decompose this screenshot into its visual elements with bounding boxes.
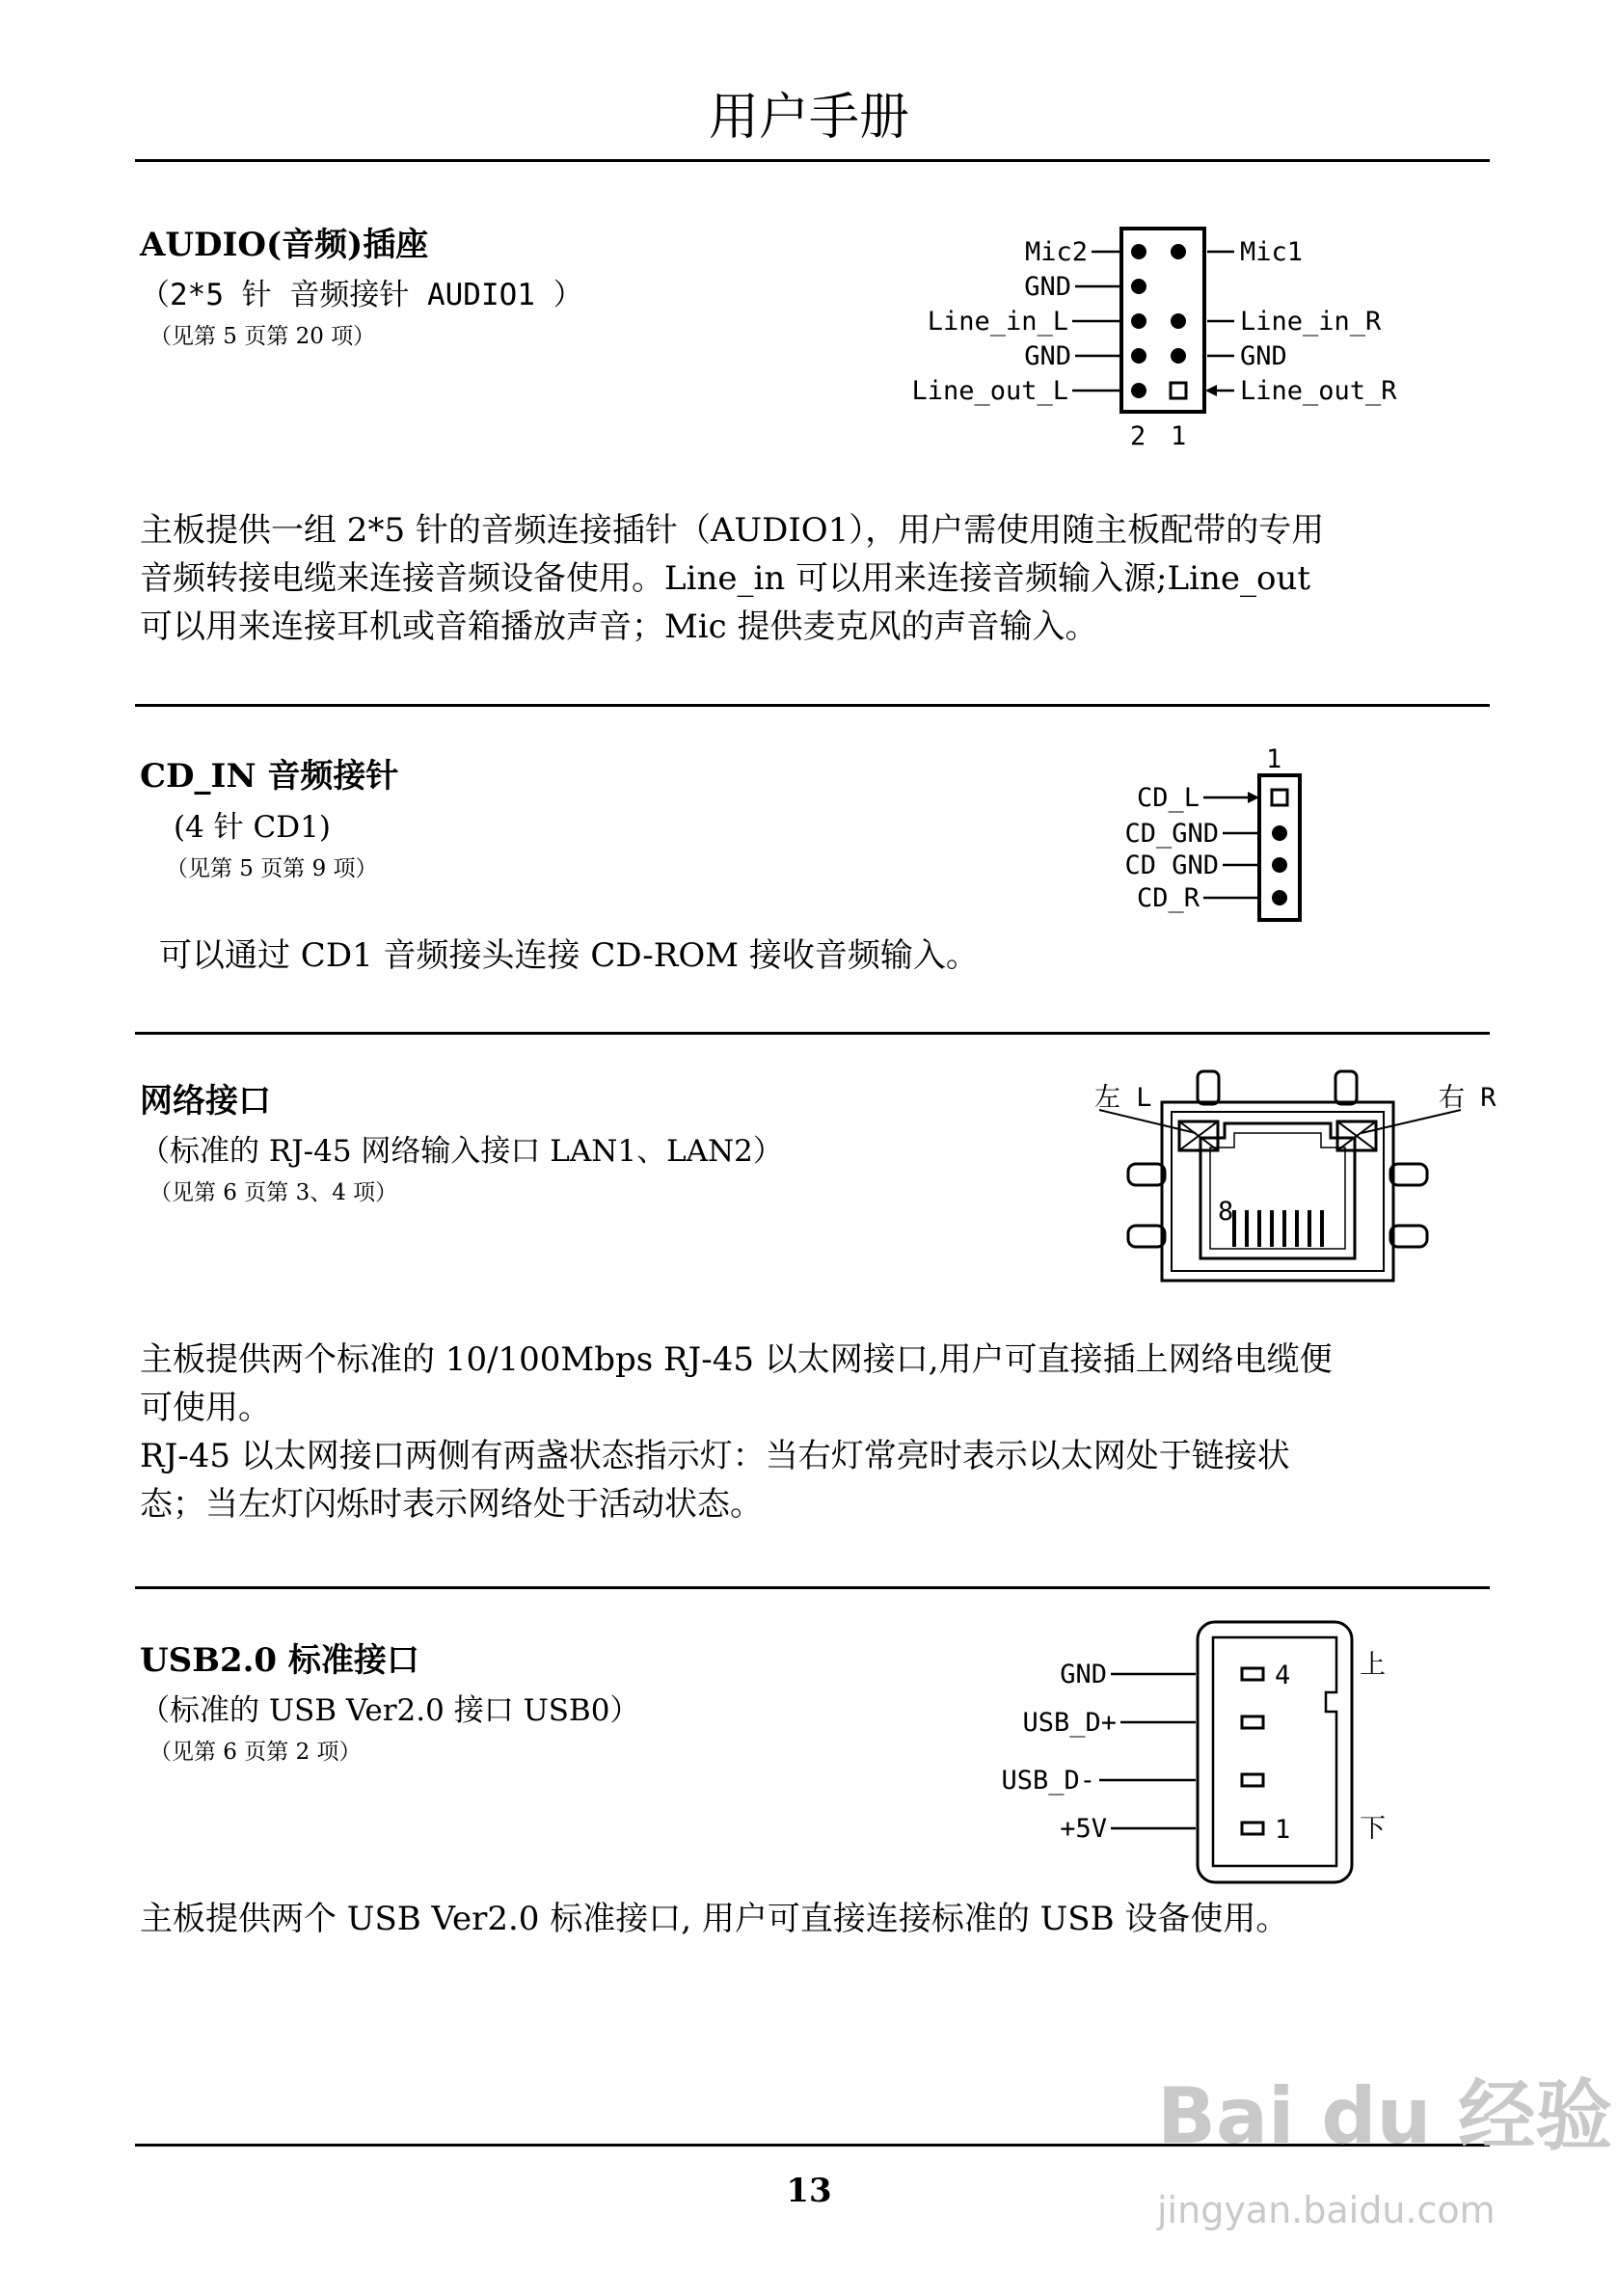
lan-right-led (1337, 1121, 1376, 1150)
usb-pin-d-minus (1242, 1774, 1263, 1786)
usb-label-gnd: GND (1060, 1660, 1107, 1689)
audio-label-gnd-right: GND (1240, 341, 1287, 371)
header-rule (135, 159, 1490, 162)
lan-pin-label: 8 (1218, 1197, 1234, 1227)
cdin-pin-diagram (1090, 743, 1340, 935)
lan-heading: 网络接口 (140, 1082, 271, 1121)
watermark-logo: Bai du 经验 (1157, 2071, 1613, 2161)
section-divider-1 (135, 704, 1490, 707)
watermark-url: jingyan.baidu.com (1157, 2189, 1496, 2231)
cdin-body: 可以通过 CD1 音频接头连接 CD-ROM 接收音频输入。 (159, 936, 979, 975)
audio-pin-mic1 (1171, 244, 1186, 259)
audio-pin-line-in-r (1171, 313, 1186, 329)
audio-reference: （见第 5 页第 20 项） (149, 324, 376, 349)
usb-top-label: 上 (1360, 1650, 1386, 1680)
audio-left-pins (1131, 244, 1146, 398)
audio-label-line-out-r: Line_out_R (1240, 376, 1397, 406)
lan-subtitle: （标准的 RJ-45 网络输入接口 LAN1、LAN2） (140, 1134, 783, 1169)
usb-pin1-num: 1 (1275, 1815, 1291, 1845)
audio-pin-gnd-right (1171, 348, 1186, 364)
cdin-pin-cd-gnd-2 (1272, 857, 1287, 873)
audio-right-pins (1171, 244, 1186, 398)
lan-body-line-2: 可使用。 (140, 1389, 271, 1427)
audio-label-gnd-left-1: GND (1024, 272, 1071, 302)
audio-label-line-out-l: Line_out_L (911, 376, 1068, 406)
cdin-label-cd-gnd-2: CD GND (1124, 851, 1219, 880)
audio-pin-gnd-left-2 (1131, 348, 1146, 364)
usb-subtitle: （标准的 USB Ver2.0 接口 USB0） (140, 1693, 640, 1728)
rj45-diagram (1080, 1066, 1497, 1302)
lan-reference: （见第 6 页第 3、4 项） (149, 1180, 398, 1205)
section-divider-3 (135, 1586, 1490, 1589)
audio-body-line-3: 可以用来连接耳机或音箱播放声音；Mic 提供麦克风的声音输入。 (140, 608, 1098, 646)
usb-pin-d-plus (1242, 1716, 1263, 1728)
audio-label-gnd-left-2: GND (1024, 341, 1071, 371)
lan-body-line-4: 态；当左灯闪烁时表示网络处于活动状态。 (140, 1485, 763, 1524)
usb-pin-5v (1242, 1823, 1263, 1834)
audio-label-mic2: Mic2 (1024, 237, 1088, 267)
audio-body-line-1: 主板提供一组 2*5 针的音频连接插针（AUDIO1），用户需使用随主板配带的专用 (140, 511, 1325, 550)
lan-left-led-label: 左 L (1094, 1083, 1152, 1113)
lan-left-led (1179, 1121, 1218, 1150)
audio-pin1-arrow (1205, 385, 1217, 396)
page-header-title: 用户手册 (708, 89, 909, 147)
audio-pin-mic2 (1131, 244, 1146, 259)
audio-subtitle: （2*5 针 音频接针 AUDIO1 ） (140, 278, 583, 312)
usb-label-d-plus: USB_D+ (1022, 1708, 1117, 1738)
audio-col-label-2: 2 (1130, 421, 1146, 451)
usb-reference: （见第 6 页第 2 项） (149, 1740, 362, 1765)
usb-pin-diagram (1003, 1610, 1408, 1885)
audio-label-line-in-r: Line_in_R (1240, 307, 1382, 337)
audio-body-line-2: 音频转接电缆来连接音频设备使用。Line_in 可以用来连接音频输入源;Line_out (140, 559, 1311, 598)
audio-pin-gnd-left-1 (1131, 279, 1146, 294)
audio-pin-line-out-l (1131, 383, 1146, 398)
usb-label-d-minus: USB_D- (1001, 1766, 1095, 1796)
cdin-pin-cd-r (1272, 890, 1287, 905)
audio-body (140, 506, 1485, 651)
page-number: 13 (786, 2172, 832, 2210)
usb-pin-gnd (1242, 1668, 1263, 1680)
lan-body (140, 1336, 1485, 1528)
audio-pin-line-in-l (1131, 313, 1146, 329)
cdin-subtitle: (4 针 CD1) (174, 810, 331, 845)
audio-pin-line-out-r (1171, 383, 1186, 398)
audio-heading: AUDIO(音频)插座 (140, 226, 429, 264)
audio-label-line-in-l: Line_in_L (927, 307, 1068, 337)
audio-col-label-1: 1 (1171, 421, 1187, 451)
lan-body-line-1: 主板提供两个标准的 10/100Mbps RJ-45 以太网接口,用户可直接插上网络电缆便 (140, 1340, 1333, 1379)
section-divider-2 (135, 1032, 1490, 1035)
usb-bottom-label: 下 (1360, 1814, 1386, 1844)
usb-pin4-num: 4 (1275, 1661, 1291, 1690)
usb-heading: USB2.0 标准接口 (140, 1641, 419, 1680)
audio-label-mic1: Mic1 (1240, 237, 1304, 267)
lan-body-line-3: RJ-45 以太网接口两侧有两盏状态指示灯：当右灯常亮时表示以太网处于链接状 (140, 1437, 1290, 1475)
cdin-pin-cd-gnd-1 (1272, 825, 1287, 841)
cdin-pin-cd-l (1272, 790, 1287, 805)
usb-label-5v: +5V (1060, 1814, 1107, 1844)
audio-pin-diagram (868, 217, 1466, 468)
usb-body: 主板提供两个 USB Ver2.0 标准接口, 用户可直接连接标准的 USB 设备使用。 (140, 1900, 1289, 1938)
cdin-pin1-label: 1 (1266, 744, 1282, 774)
cdin-label-cd-r: CD_R (1136, 883, 1200, 913)
cdin-label-cd-gnd-1: CD_GND (1124, 819, 1219, 849)
lan-right-led-label: 右 R (1439, 1083, 1497, 1113)
cdin-reference: （见第 5 页第 9 项） (166, 856, 378, 881)
cdin-heading: CD_IN 音频接针 (140, 757, 399, 796)
cdin-label-cd-l: CD_L (1136, 783, 1200, 813)
